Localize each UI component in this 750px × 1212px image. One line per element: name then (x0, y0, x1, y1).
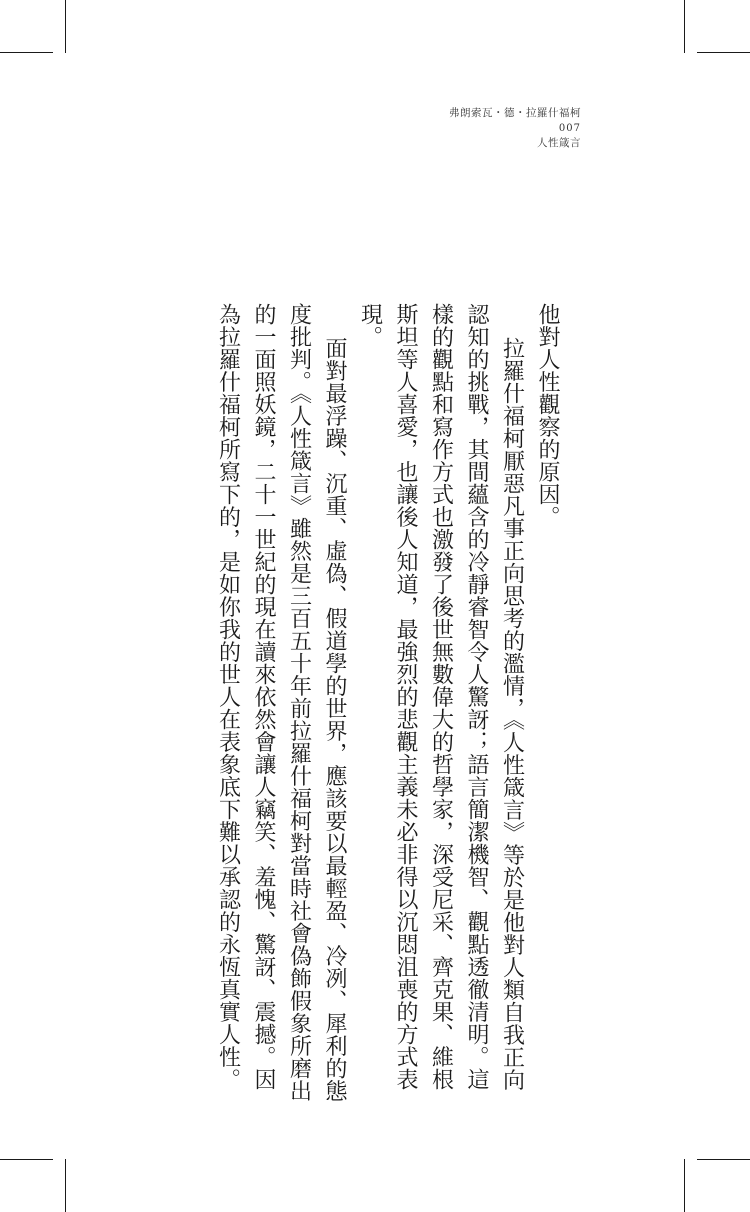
crop-mark (697, 52, 750, 53)
running-header (449, 106, 581, 151)
header-book-title: 人性箴言 (537, 137, 581, 149)
crop-mark (684, 0, 685, 53)
crop-mark (65, 0, 66, 53)
crop-mark (0, 52, 53, 53)
header-author: 弗朗索瓦・德・拉羅什福柯 (449, 107, 581, 119)
crop-mark (684, 1159, 685, 1212)
paragraph: 拉羅什福柯厭惡凡事正向思考的濫情，《人性箴言》等於是他對人類自我正向認知的挑戰，其間蘊含的冷靜睿智令人驚訝；語言簡潔機智、觀點透徹清明。這樣的觀點和寫作方式也激發了後世無數偉大的哲學家，深受尼采、齊克果、維根斯坦等人喜愛，也讓後人知道，最強烈的悲觀主義未必非得以沉悶沮喪的方式表現。 (357, 303, 525, 1092)
page-number: 007 (558, 123, 581, 134)
paragraph: 面對最浮躁、沉重、虛偽、假道學的世界，應該要以最輕盈、冷冽、犀利的態度批判。《人性箴言》雖然是三百五十年前拉羅什福柯對當時社會偽飾假象所磨出的一面照妖鏡，二十一世紀的現在讀來依然會讓人竊笑、羞愧、驚訝、震撼。因為拉羅什福柯所寫下的，是如你我的世人在表象底下難以承認的永恆真實人性。 (215, 303, 347, 1103)
paragraph: 他對人性觀察的原因。 (535, 303, 560, 528)
body-text (210, 303, 565, 1103)
crop-mark (697, 1159, 750, 1160)
crop-mark (65, 1159, 66, 1212)
crop-mark (0, 1159, 53, 1160)
